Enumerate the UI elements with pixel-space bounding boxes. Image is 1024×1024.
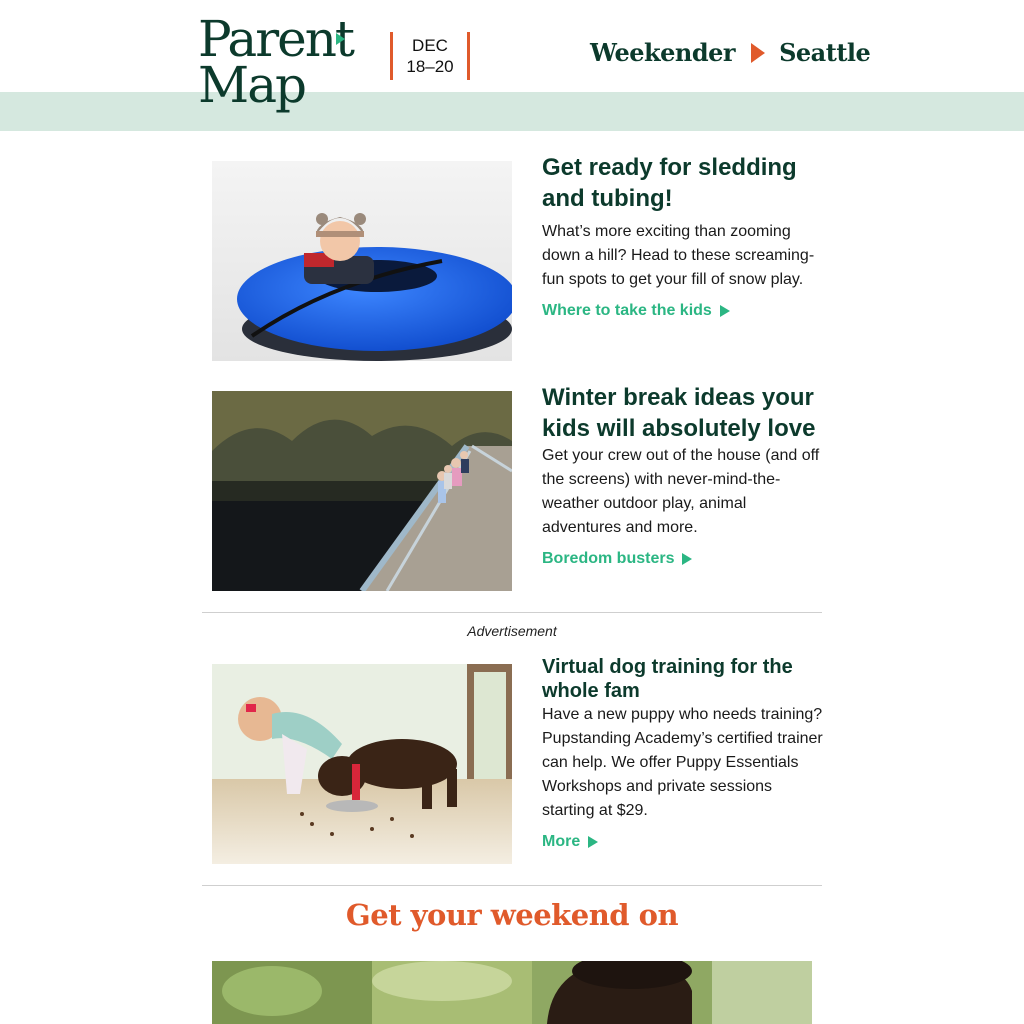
child-in-snow-tube-photo[interactable] bbox=[212, 161, 512, 361]
parentmap-logo[interactable] bbox=[198, 10, 353, 114]
advertisement-title[interactable]: Virtual dog training for the whole fam bbox=[542, 656, 793, 702]
article-title[interactable]: Get ready for sledding and tubing! bbox=[542, 154, 797, 212]
issue-days: 18–20 bbox=[406, 57, 454, 76]
advertisement-dog-training bbox=[212, 655, 824, 865]
where-to-take-kids-link[interactable] bbox=[542, 302, 730, 320]
header-band bbox=[0, 92, 1024, 131]
play-triangle-icon bbox=[751, 43, 765, 63]
section-heading-weekend: Get your weekend on bbox=[345, 898, 679, 932]
advertisement-text bbox=[542, 655, 824, 851]
arrow-right-icon bbox=[682, 553, 692, 565]
advertisement-description: Have a new puppy who needs training? Pupstanding Academy’s certified trainer can help. We offer Puppy Essentials Workshops and private sessions starting at $29. bbox=[542, 706, 823, 819]
arrow-right-icon bbox=[720, 305, 730, 317]
arrow-right-icon bbox=[588, 836, 598, 848]
article-description: What’s more exciting than zooming down a hill? Head to these screaming-fun spots to get your fill of snow play. bbox=[542, 223, 815, 288]
logo-word-parent: Parent bbox=[198, 10, 353, 68]
article-title[interactable]: Winter break ideas your kids will absolutely love bbox=[542, 384, 816, 442]
issue-month: DEC bbox=[412, 36, 448, 55]
cta-label: Boredom busters bbox=[542, 550, 675, 567]
outdoor-family-photo[interactable] bbox=[212, 961, 812, 1024]
advertisement-label: Advertisement bbox=[467, 623, 557, 639]
kids-on-boardwalk-photo[interactable] bbox=[212, 391, 512, 591]
divider bbox=[202, 885, 822, 886]
cta-label: More bbox=[542, 833, 581, 850]
issue-date bbox=[390, 32, 470, 80]
logo-word-map: Map bbox=[198, 56, 306, 114]
divider bbox=[202, 612, 822, 613]
newsletter-brand bbox=[590, 38, 870, 67]
boredom-busters-link[interactable] bbox=[542, 550, 692, 568]
cta-label: Where to take the kids bbox=[542, 302, 712, 319]
article-sledding bbox=[212, 152, 824, 362]
brand-city: Seattle bbox=[779, 38, 871, 67]
article-winter-break bbox=[212, 382, 824, 592]
more-link[interactable] bbox=[542, 833, 598, 851]
email-header bbox=[0, 0, 1024, 114]
article-text bbox=[542, 152, 824, 320]
article-description: Get your crew out of the house (and off the screens) with never-mind-the-weather outdoor play, animal adventures and more. bbox=[542, 447, 820, 536]
article-text bbox=[542, 382, 824, 568]
logo-arrow-icon bbox=[336, 33, 345, 45]
brand-weekender: Weekender bbox=[590, 38, 736, 67]
toddler-and-puppy-photo[interactable] bbox=[212, 664, 512, 864]
